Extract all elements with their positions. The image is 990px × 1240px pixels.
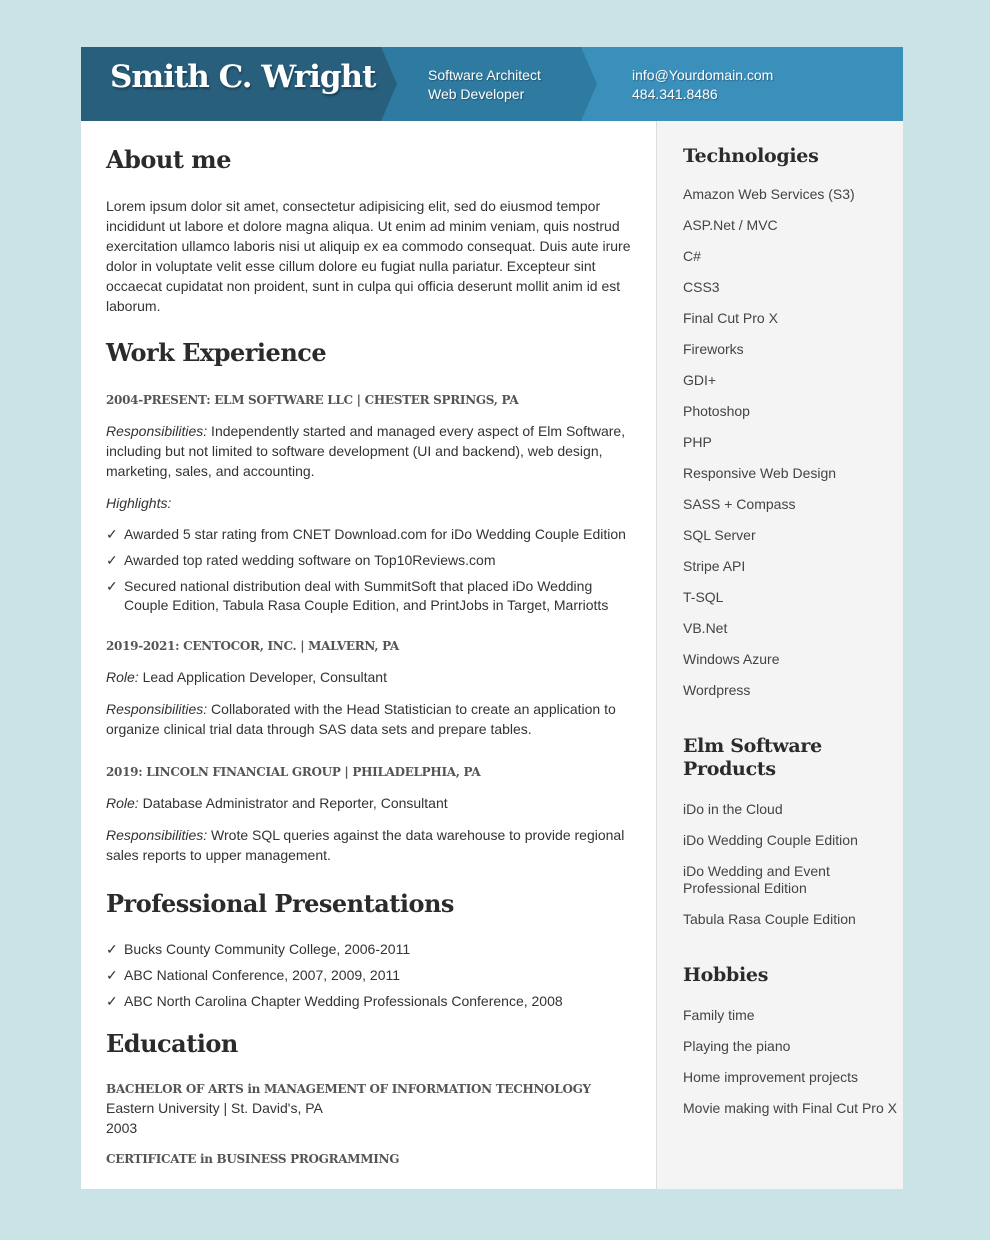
- job-responsibilities: [106, 825, 636, 865]
- check-icon: ✓: [106, 967, 118, 983]
- list-item: iDo in the Cloud: [683, 801, 783, 817]
- label: Role:: [106, 669, 139, 685]
- label: Responsibilities:: [106, 701, 208, 717]
- text: Database Administrator and Reporter, Consultant: [138, 795, 448, 811]
- job-title: 2004-PRESENT: ELM SOFTWARE LLC | CHESTER SPRINGS, PA: [106, 393, 519, 407]
- text: Wrote SQL queries against the data warehouse to provide regional sales reports to upper management.: [106, 827, 625, 863]
- check-icon: ✓: [106, 552, 118, 568]
- presentations-heading: Professional Presentations: [106, 889, 454, 918]
- list-item: Fireworks: [683, 341, 744, 357]
- list-item: [106, 551, 636, 570]
- job-responsibilities: [106, 699, 636, 739]
- text: Awarded 5 star rating from CNET Download.com for iDo Wedding Couple Edition: [124, 526, 626, 542]
- list-item: SQL Server: [683, 527, 756, 543]
- label: Responsibilities:: [106, 423, 208, 439]
- technologies-heading: Technologies: [683, 145, 819, 167]
- text: Lead Application Developer, Consultant: [138, 669, 387, 685]
- list-item: ASP.Net / MVC: [683, 217, 778, 233]
- education-heading: Education: [106, 1029, 238, 1058]
- list-item: [106, 577, 636, 615]
- products-list: [683, 801, 903, 928]
- list-item: iDo Wedding and Event Professional Edition: [683, 863, 830, 896]
- technologies-list: [683, 186, 903, 699]
- text: ABC North Carolina Chapter Wedding Professionals Conference, 2008: [124, 993, 563, 1009]
- check-icon: ✓: [106, 941, 118, 957]
- job-title-2: Web Developer: [428, 86, 525, 102]
- list-item: Amazon Web Services (S3): [683, 186, 855, 202]
- list-item: CSS3: [683, 279, 720, 295]
- job-titles: [428, 66, 541, 104]
- person-name: Smith C. Wright: [110, 59, 376, 95]
- highlights-label: [106, 493, 636, 513]
- list-item: T-SQL: [683, 589, 724, 605]
- header: [81, 47, 903, 121]
- text: Bucks County Community College, 2006-2011: [124, 941, 411, 957]
- label: Highlights:: [106, 495, 172, 511]
- text: Independently started and managed every aspect of Elm Software, including but not limited to software development (UI and backend), web design, marketing, sales, and accounting.: [106, 423, 626, 479]
- list-item: PHP: [683, 434, 712, 450]
- school: Eastern University | St. David's, PA: [106, 1100, 323, 1116]
- email-link[interactable]: info@Yourdomain.com: [632, 67, 774, 83]
- job-responsibilities: [106, 421, 636, 481]
- text: Awarded top rated wedding software on Top10Reviews.com: [124, 552, 496, 568]
- list-item: VB.Net: [683, 620, 728, 636]
- work-heading: Work Experience: [106, 338, 327, 367]
- list-item: [106, 992, 636, 1011]
- job-role: [106, 667, 636, 687]
- list-item: Tabula Rasa Couple Edition: [683, 911, 856, 927]
- phone: 484.341.8486: [632, 86, 718, 102]
- hobbies-heading: Hobbies: [683, 964, 769, 986]
- list-item: Final Cut Pro X: [683, 310, 778, 326]
- list-item: [106, 525, 636, 544]
- list-item: Stripe API: [683, 558, 746, 574]
- list-item: Responsive Web Design: [683, 465, 837, 481]
- job-title-1: Software Architect: [428, 67, 541, 83]
- hobbies-list: [683, 1007, 903, 1117]
- list-item: Playing the piano: [683, 1038, 791, 1054]
- list-item: [106, 940, 636, 959]
- text: ABC National Conference, 2007, 2009, 2011: [124, 967, 401, 983]
- degree: CERTIFICATE in BUSINESS PROGRAMMING: [106, 1152, 400, 1166]
- year: 2003: [106, 1120, 138, 1136]
- list-item: [106, 966, 636, 985]
- label: Responsibilities:: [106, 827, 208, 843]
- job-title: 2019-2021: CENTOCOR, INC. | MALVERN, PA: [106, 639, 399, 653]
- presentations-list: [106, 940, 636, 1011]
- list-item: SASS + Compass: [683, 496, 796, 512]
- label: Role:: [106, 795, 139, 811]
- text: Secured national distribution deal with SummitSoft that placed iDo Wedding Couple Edition, Tabula Rasa Couple Edition, and PrintJobs in Target, Marriotts: [124, 578, 609, 613]
- highlights-list: [106, 525, 636, 615]
- degree: BACHELOR OF ARTS in MANAGEMENT OF INFORMATION TECHNOLOGY: [106, 1082, 591, 1096]
- list-item: Movie making with Final Cut Pro X: [683, 1100, 897, 1116]
- contact-info: [632, 66, 773, 104]
- job-role: [106, 793, 636, 813]
- list-item: Wordpress: [683, 682, 751, 698]
- about-heading: About me: [106, 145, 231, 174]
- list-item: C#: [683, 248, 701, 264]
- about-text: Lorem ipsum dolor sit amet, consectetur adipisicing elit, sed do eiusmod tempor incididunt ut labore et dolore magna aliqua. Ut enim ad minim veniam, quis nostrud exercitation ullamco laboris nisi ut aliquip ex ea commodo consequat. Duis aute irure dolor in voluptate velit esse cillum dolore eu fugiat nulla pariatur. Excepteur sint occaecat cupidatat non proident, sunt in culpa qui officia deserunt mollit anim id est laborum.: [106, 198, 631, 314]
- sidebar: [656, 121, 903, 1189]
- list-item: iDo Wedding Couple Edition: [683, 832, 858, 848]
- products-heading: Elm Software Products: [683, 735, 822, 780]
- list-item: GDI+: [683, 372, 717, 388]
- list-item: Windows Azure: [683, 651, 780, 667]
- job-title: 2019: LINCOLN FINANCIAL GROUP | PHILADELPHIA, PA: [106, 765, 481, 779]
- list-item: Family time: [683, 1007, 755, 1023]
- resume-card: [81, 47, 903, 1189]
- list-item: Home improvement projects: [683, 1069, 859, 1085]
- list-item: Photoshop: [683, 403, 750, 419]
- text: Collaborated with the Head Statistician to create an application to organize clinical trial data through SAS data sets and prepare tables.: [106, 701, 616, 737]
- main-column: [106, 121, 636, 1166]
- check-icon: ✓: [106, 578, 118, 594]
- check-icon: ✓: [106, 993, 118, 1009]
- check-icon: ✓: [106, 526, 118, 542]
